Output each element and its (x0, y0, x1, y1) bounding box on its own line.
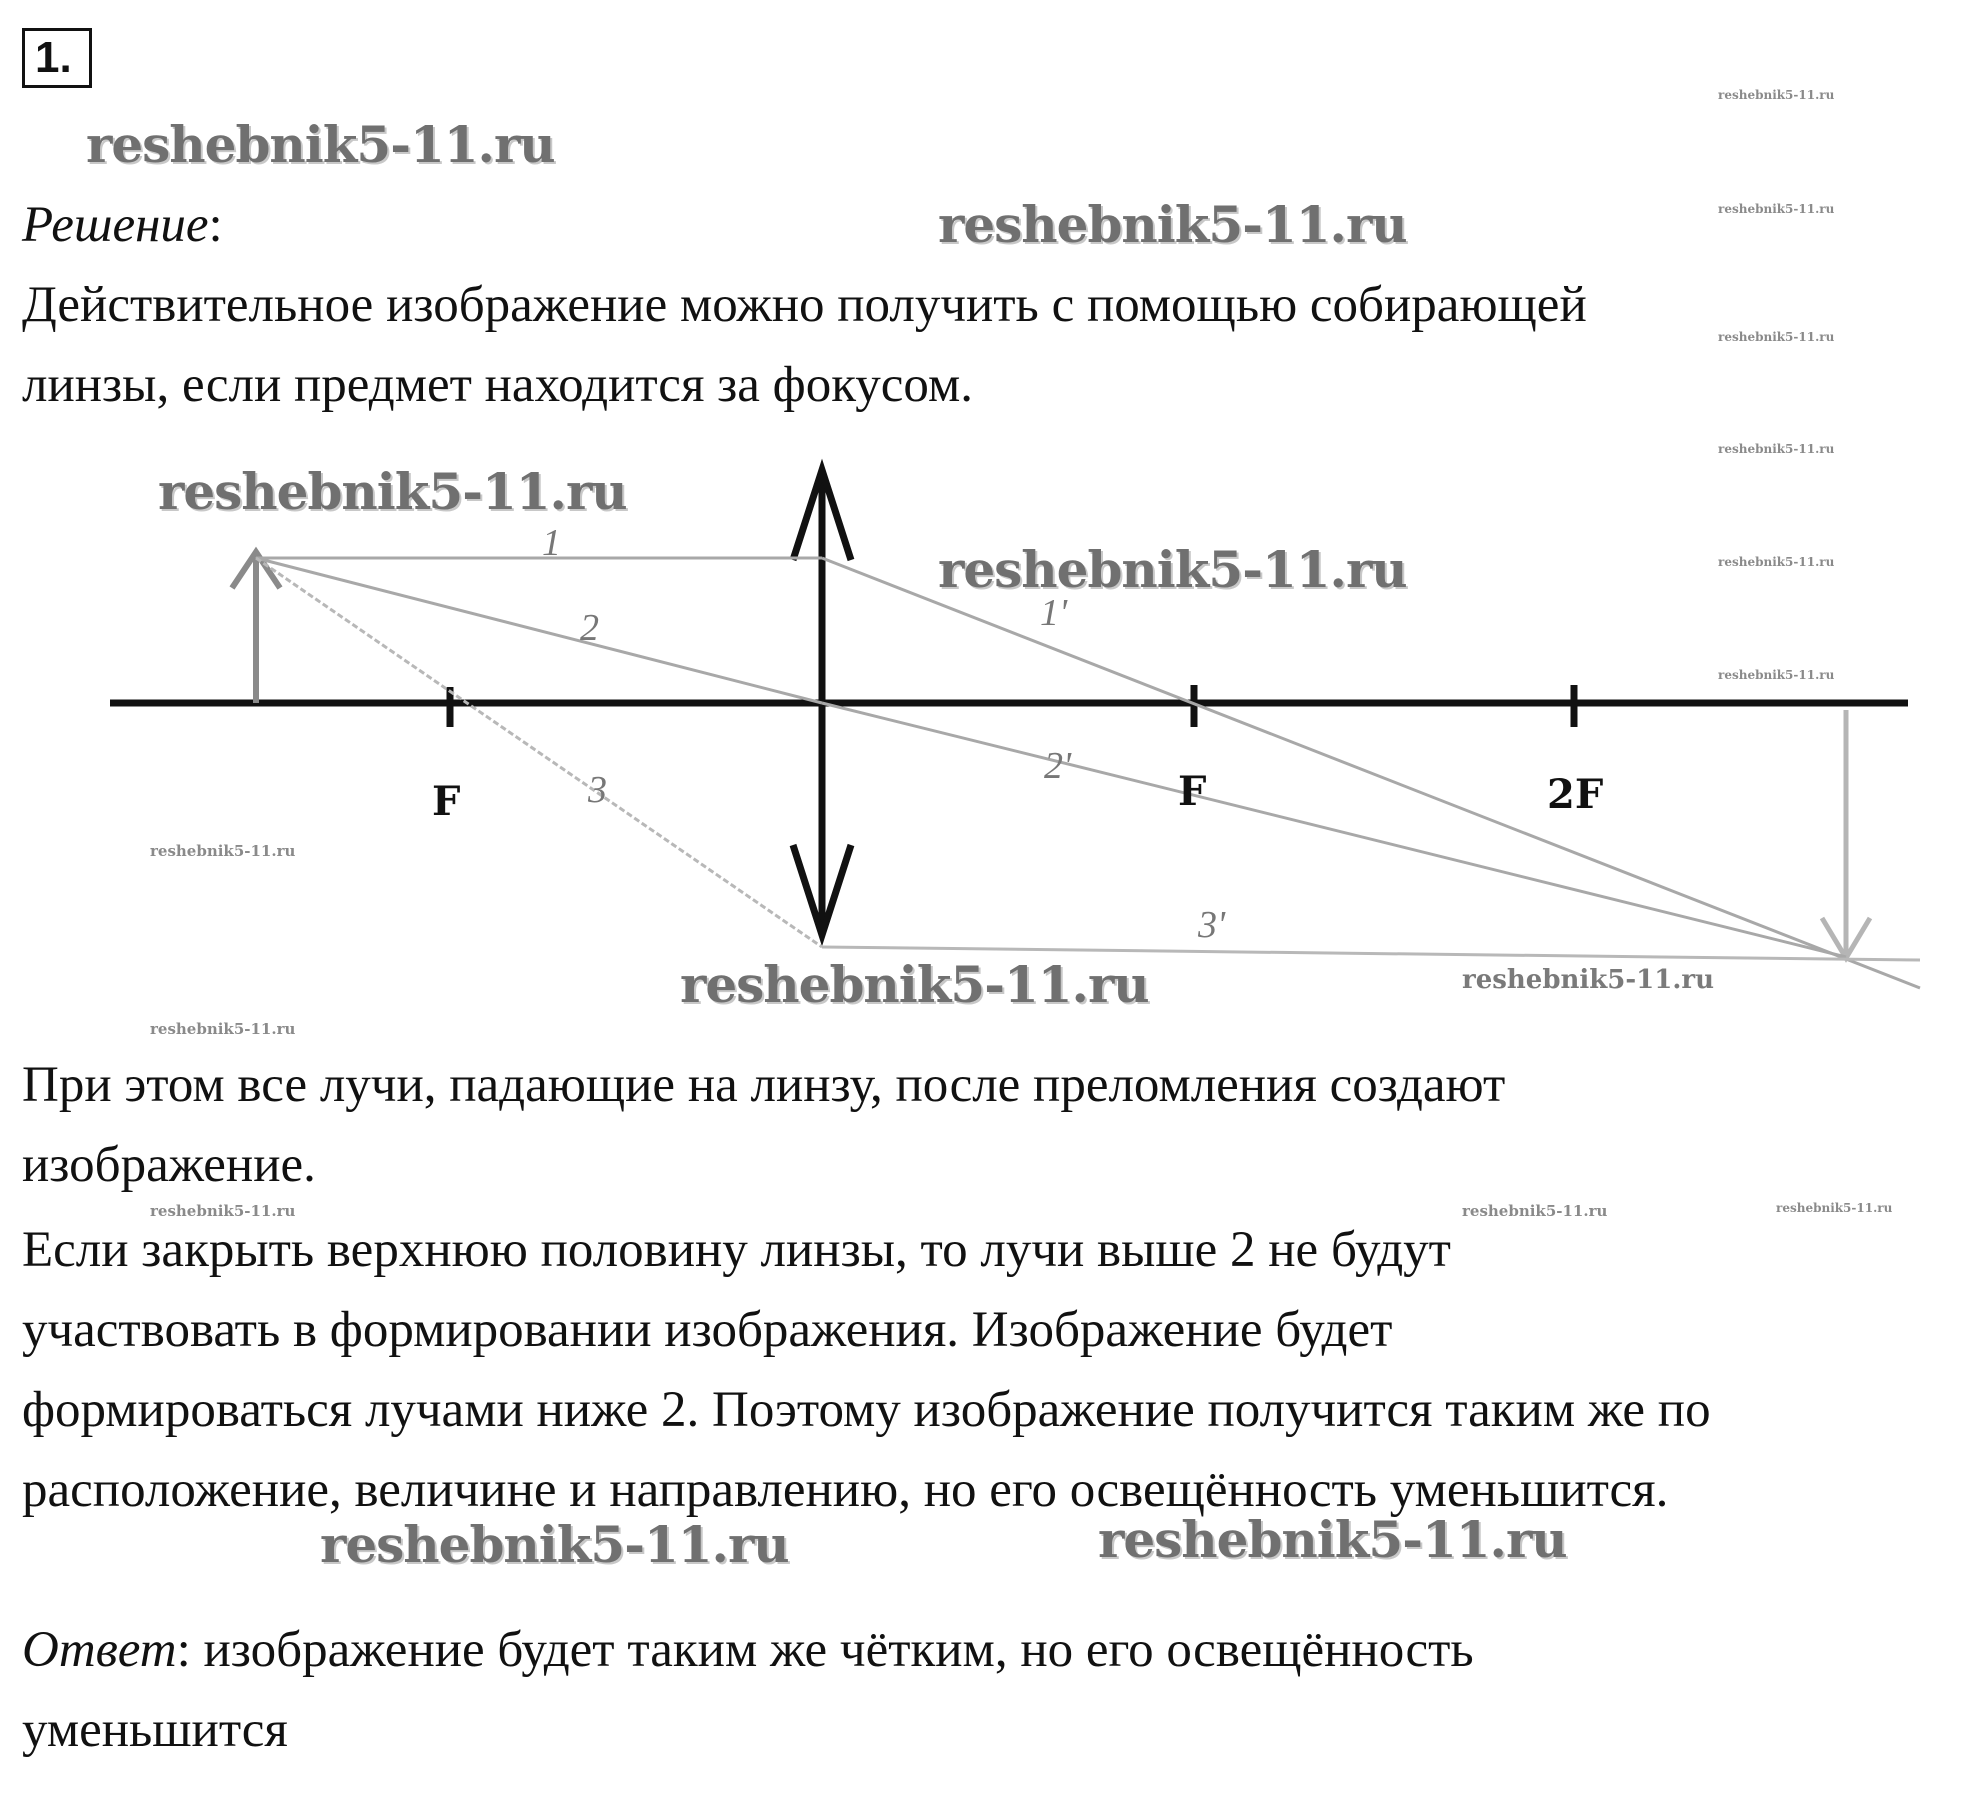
watermark: reshebnik5-11.ru (1718, 555, 1835, 569)
problem-number: 1. (22, 28, 92, 88)
watermark: reshebnik5-11.ru (680, 955, 1149, 1014)
paragraph3-line3: формироваться лучами ниже 2. Поэтому изображение получится таким же по (22, 1382, 1711, 1438)
watermark: reshebnik5-11.ru (320, 1515, 789, 1574)
watermark: reshebnik5-11.ru (1718, 202, 1835, 216)
ray-3-refracted-label: 3' (1198, 904, 1226, 946)
answer-line2: уменьшится (22, 1702, 288, 1758)
watermark: reshebnik5-11.ru (1462, 965, 1715, 995)
double-focus-label: 2F (1547, 771, 1604, 818)
paragraph1-line1: Действительное изображение можно получить с помощью собирающей (22, 277, 1587, 333)
watermark: reshebnik5-11.ru (938, 540, 1407, 599)
focus-left-label: F (432, 778, 461, 825)
watermark: reshebnik5-11.ru (1718, 668, 1835, 682)
solution-heading (22, 185, 223, 265)
watermark: reshebnik5-11.ru (938, 195, 1407, 254)
ray-1-label: 1 (542, 522, 561, 564)
solution-colon: : (208, 197, 223, 253)
answer-line1 (22, 1610, 1474, 1690)
ray-2-refracted (822, 703, 1846, 957)
paragraph2-line1: При этом все лучи, падающие на линзу, после преломления создают (22, 1057, 1506, 1113)
watermark: reshebnik5-11.ru (1776, 1201, 1893, 1215)
watermark: reshebnik5-11.ru (1098, 1510, 1567, 1569)
ray-3 (256, 558, 822, 947)
ray-3-refracted (822, 947, 1920, 960)
watermark: reshebnik5-11.ru (158, 462, 627, 521)
watermark: reshebnik5-11.ru (150, 1020, 296, 1038)
ray-1-refracted (822, 558, 1920, 988)
paragraph3-line4: расположение, величине и направлению, но его освещённость уменьшится. (22, 1462, 1669, 1518)
watermark: reshebnik5-11.ru (1718, 442, 1835, 456)
watermark: reshebnik5-11.ru (1718, 330, 1835, 344)
watermark: reshebnik5-11.ru (1718, 88, 1835, 102)
ray-1-refracted-label: 1' (1040, 592, 1068, 634)
ray-3-label: 3 (588, 769, 607, 811)
paragraph1-line2: линзы, если предмет находится за фокусом. (22, 357, 973, 413)
watermark: reshebnik5-11.ru (86, 115, 555, 174)
ray-2-refracted-label: 2' (1044, 745, 1072, 787)
watermark: reshebnik5-11.ru (150, 842, 296, 860)
ray-2 (256, 558, 822, 703)
focus-right-label: F (1178, 768, 1207, 815)
solution-label: Решение (22, 197, 209, 253)
lens-diagram (60, 430, 1960, 1020)
paragraph3-line1: Если закрыть верхнюю половину линзы, то лучи выше 2 не будут (22, 1222, 1451, 1278)
watermark: reshebnik5-11.ru (1462, 1202, 1608, 1220)
watermark: reshebnik5-11.ru (150, 1202, 296, 1220)
answer-text: : изображение будет таким же чётким, но его освещённость (176, 1622, 1474, 1678)
ray-2-label: 2 (580, 607, 599, 649)
paragraph3-line2: участвовать в формировании изображения. Изображение будет (22, 1302, 1393, 1358)
paragraph2-line2: изображение. (22, 1137, 316, 1193)
answer-label: Ответ (22, 1622, 177, 1678)
